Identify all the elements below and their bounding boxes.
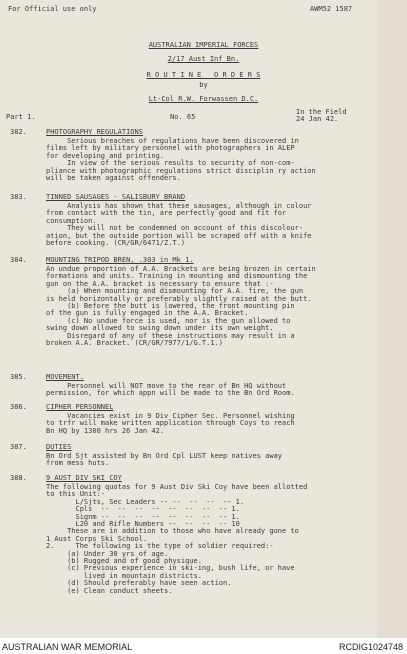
section-title: PHOTOGRAPHY REGULATIONS	[46, 128, 143, 136]
section-body: Bn Ord Sjt assisted by Bn Ord Cpl LUST keep natives away from mess huts.	[46, 452, 283, 468]
footer-record-id: RCDIG1024748	[338, 642, 403, 652]
archive-footer	[0, 638, 407, 654]
section-number: 382.	[10, 128, 27, 136]
section-title: CIPHER PERSONNEL	[46, 403, 114, 411]
section-body: Vacancies exist in 9 Div Cipher Sec. Personnel wishing to trfr will make written application through Coys to reach Bn HQ by 1300 hrs 26 Jan 42.	[46, 412, 295, 435]
org-heading: AUSTRALIAN IMPERIAL FORCES	[148, 41, 259, 49]
by-label: by	[199, 81, 208, 89]
section-number: 384.	[10, 256, 27, 264]
unit-heading: 2/17 Aust Inf Bn.	[167, 55, 240, 63]
section-title: DUTIES	[46, 443, 72, 451]
section-title: 9 AUST DIV SKI COY	[46, 474, 122, 482]
order-number: No. 65	[170, 113, 196, 121]
document-type: R O U T I N E O R D E R S	[146, 71, 261, 79]
archive-stamp: AWM52 1587	[310, 5, 353, 13]
classification-label: For Official use only	[8, 5, 97, 13]
section-body: An undue proportion of A.A. Brackets are being brozen in certain formations and units. Training in mounting and dismounting the gun on the A.A. bracket is necessary to ensure that :- (a) When mounting and dismounting for A.A. fire, the gun is held horizontally or preferably slightly raised at the butt. (b) Before the butt is lowered, the front mounting pin of the gun is fully engaged in the A.A. Bracket. (c) No undue force is used, nor is the gun allowed to swing down allowed to swing down under its own weight. Disregard of any of these instructions may result in a broken A.A. Bracket. (CR/GR/7977/1/G.T.1.)	[46, 265, 316, 348]
author-name: Lt-Col R.W. Forwassen D.C.	[148, 95, 259, 103]
section-body: The following quotas for 9 Aust Div Ski Coy have been allotted to this Unit:- L/Sjts, Sec Leaders -- -- -- -- -- 1. Cpls -- -- -- -- -- -- -- -- 1. Signm -- -- -- -- -- -- -- -- 1. L20 and Rifle Numbers -- -- -- -- 10 These are in addition to those who have already gone to 1 Aust Corps Ski School. 2. The following is the type of soldier required:- (a) Under 30 yrs of age. (b) Rugged and of good physique. (c) Previous experience in ski-ing, bush life, or have lived in mountain districts. (d) Should preferably have seen action. (e) Clean conduct sheets.	[46, 483, 308, 595]
location-label: In the Field	[296, 108, 347, 116]
section-title: TINNED SAUSAGES - SALISBURY BRAND	[46, 193, 186, 201]
section-title: MOUNTING TRIPOD BREN, .303 in Mk 1.	[46, 256, 194, 264]
section-body: Serious breaches of regulations have been discovered in films left by military personnel with photographers in ALEP for developing and printing. In view of the serious results to security of non-com- pliance with photographic regulations strict disciplin ry action will be taken against offenders.	[46, 137, 316, 183]
section-number: 385.	[10, 373, 27, 381]
section-body: Personnel will NOT move to the rear of Bn HQ without permission, for which appn will be made to the Bn Ord Room.	[46, 382, 295, 398]
section-number: 383.	[10, 193, 27, 201]
section-number: 386.	[10, 403, 27, 411]
date-label: 24 Jan 42.	[296, 115, 339, 123]
section-number: 388.	[10, 474, 27, 482]
section-body: Analysis has shown that these sausages, although in colour from contact with the tin, are perfectly good and fit for consumption. They will not be condemned on account of this discolour- ation, but the outside portion will be scraped off with a knife before cooking. (CR/GR/6471/Z.T.)	[46, 202, 312, 248]
footer-source: AUSTRALIAN WAR MEMORIAL	[2, 642, 133, 652]
section-title: MOVEMENT.	[46, 373, 84, 381]
section-number: 387.	[10, 443, 27, 451]
part-label: Part 1.	[6, 113, 36, 121]
